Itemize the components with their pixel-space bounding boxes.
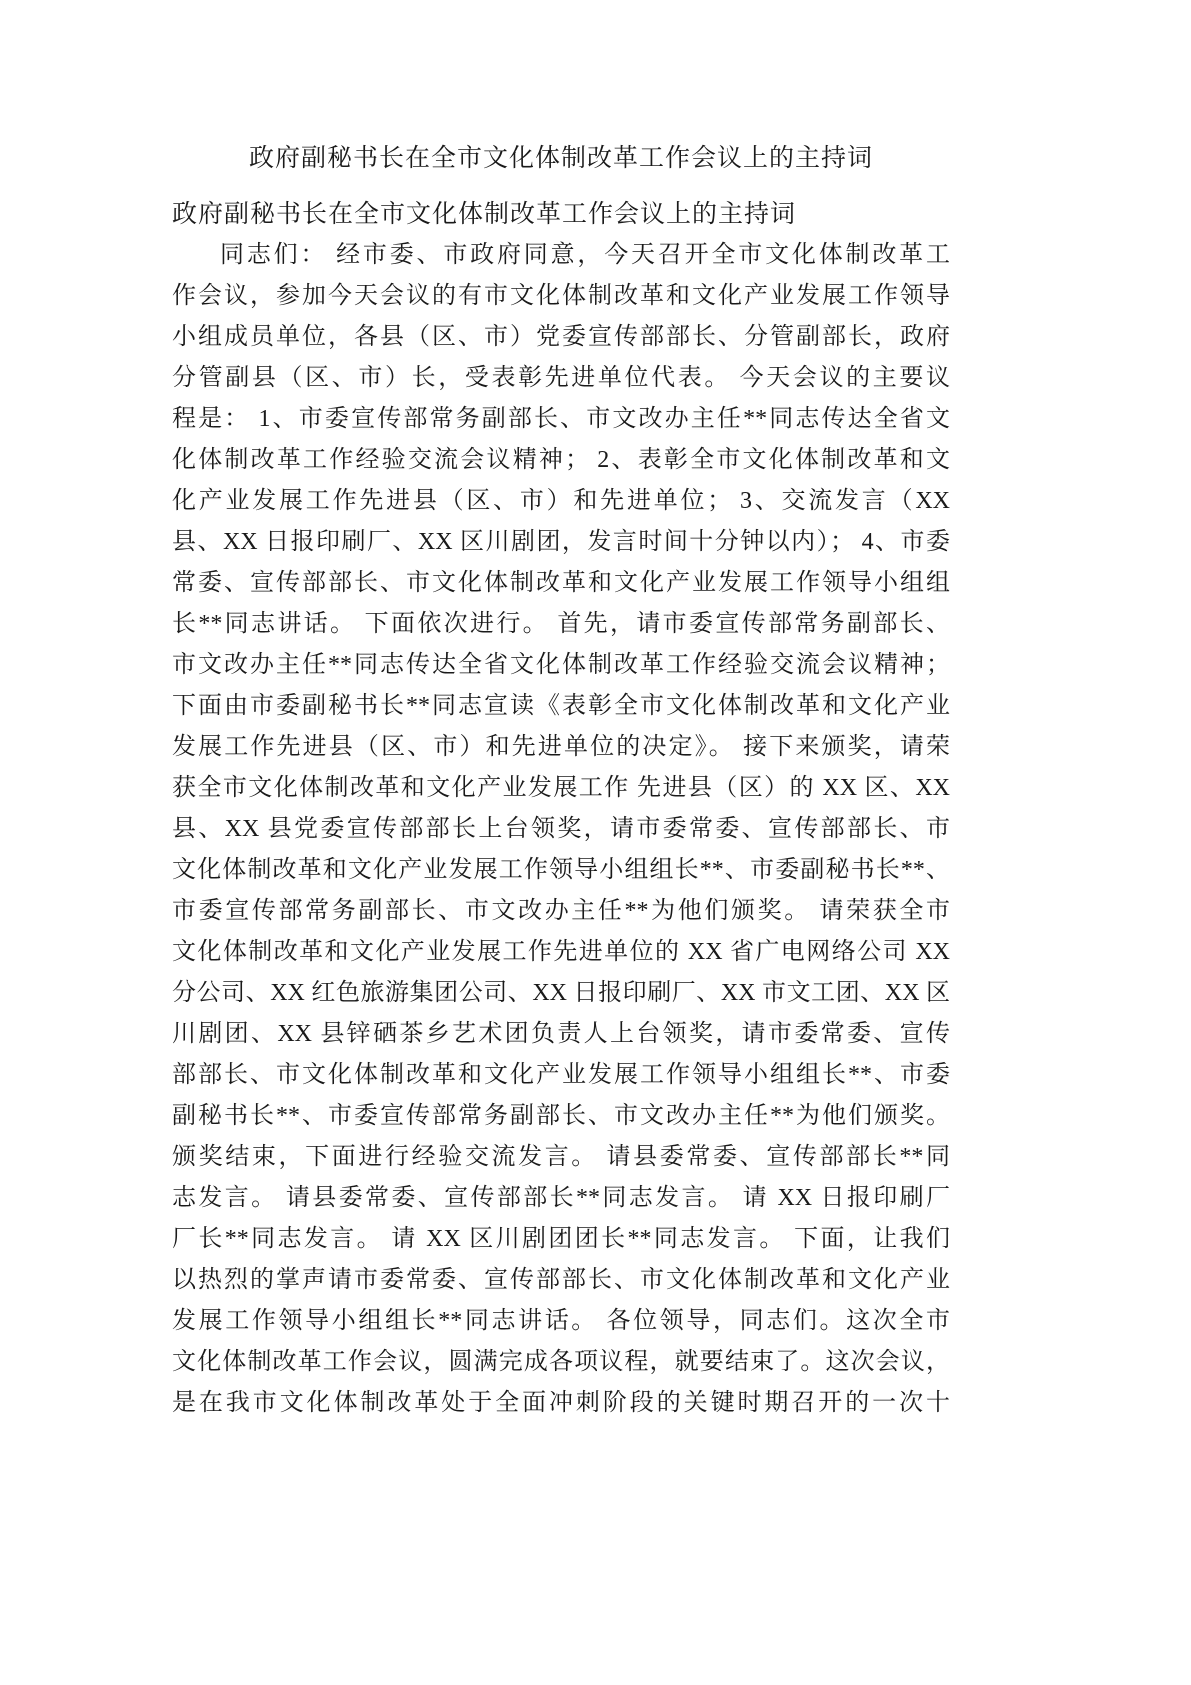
body-line: 厂长**同志发言。 请 XX 区川剧团团长**同志发言。 下面，让我们 bbox=[172, 1226, 950, 1252]
body-line: 以热烈的掌声请市委常委、宣传部部长、市文化体制改革和文化产业 bbox=[172, 1267, 950, 1293]
body-line: 县、XX 县党委宣传部部长上台领奖，请市委常委、宣传部部长、市 bbox=[172, 816, 950, 842]
document-body bbox=[172, 235, 950, 1424]
body-line: 发展工作先进县（区、市）和先进单位的决定》。 接下来颁奖，请荣 bbox=[172, 734, 950, 760]
body-line: 文化体制改革和文化产业发展工作先进单位的 XX 省广电网络公司 XX bbox=[172, 939, 950, 965]
body-line: 部部长、市文化体制改革和文化产业发展工作领导小组组长**、市委 bbox=[172, 1062, 950, 1088]
body-line: 小组成员单位，各县（区、市）党委宣传部部长、分管副部长，政府 bbox=[172, 324, 950, 350]
body-line: 分公司、XX 红色旅游集团公司、XX 日报印刷厂、XX 市文工团、XX 区 bbox=[172, 980, 950, 1006]
body-line: 发展工作领导小组组长**同志讲话。 各位领导，同志们。这次全市 bbox=[172, 1308, 950, 1334]
body-line: 化产业发展工作先进县（区、市）和先进单位； 3、交流发言（XX bbox=[172, 488, 950, 514]
body-line: 文化体制改革和文化产业发展工作领导小组组长**、市委副秘书长**、 bbox=[172, 857, 950, 883]
body-line: 分管副县（区、市）长，受表彰先进单位代表。 今天会议的主要议 bbox=[172, 365, 950, 391]
document-page bbox=[172, 138, 950, 1424]
body-line: 志发言。 请县委常委、宣传部部长**同志发言。 请 XX 日报印刷厂 bbox=[172, 1185, 950, 1211]
body-line: 颁奖结束，下面进行经验交流发言。 请县委常委、宣传部部长**同 bbox=[172, 1144, 950, 1170]
body-line: 化体制改革工作经验交流会议精神； 2、表彰全市文化体制改革和文 bbox=[172, 447, 950, 473]
body-line: 长**同志讲话。 下面依次进行。 首先，请市委宣传部常务副部长、 bbox=[172, 611, 950, 637]
body-line: 副秘书长**、市委宣传部常务副部长、市文改办主任**为他们颁奖。 bbox=[172, 1103, 950, 1129]
body-line: 市委宣传部常务副部长、市文改办主任**为他们颁奖。 请荣获全市 bbox=[172, 898, 950, 924]
document-subtitle: 政府副秘书长在全市文化体制改革工作会议上的主持词 bbox=[172, 201, 797, 228]
body-line: 市文改办主任**同志传达全省文化体制改革工作经验交流会议精神； bbox=[172, 652, 950, 678]
body-line: 获全市文化体制改革和文化产业发展工作 先进县（区）的 XX 区、XX bbox=[172, 775, 950, 801]
body-line: 是在我市文化体制改革处于全面冲刺阶段的关键时期召开的一次十 bbox=[172, 1390, 950, 1416]
body-line: 常委、宣传部部长、市文化体制改革和文化产业发展工作领导小组组 bbox=[172, 570, 950, 596]
body-line: 县、XX 日报印刷厂、XX 区川剧团，发言时间十分钟以内）； 4、市委 bbox=[172, 529, 950, 555]
document-title: 政府副秘书长在全市文化体制改革工作会议上的主持词 bbox=[248, 145, 873, 172]
body-line: 程是： 1、市委宣传部常务副部长、市文改办主任**同志传达全省文 bbox=[172, 406, 950, 432]
body-line: 同志们： 经市委、市政府同意，今天召开全市文化体制改革工 bbox=[220, 242, 950, 268]
body-line: 文化体制改革工作会议，圆满完成各项议程，就要结束了。这次会议， bbox=[172, 1349, 950, 1375]
body-line: 下面由市委副秘书长**同志宣读《表彰全市文化体制改革和文化产业 bbox=[172, 693, 950, 719]
body-line: 川剧团、XX 县锌硒茶乡艺术团负责人上台领奖，请市委常委、宣传 bbox=[172, 1021, 950, 1047]
body-line: 作会议，参加今天会议的有市文化体制改革和文化产业发展工作领导 bbox=[172, 283, 950, 309]
